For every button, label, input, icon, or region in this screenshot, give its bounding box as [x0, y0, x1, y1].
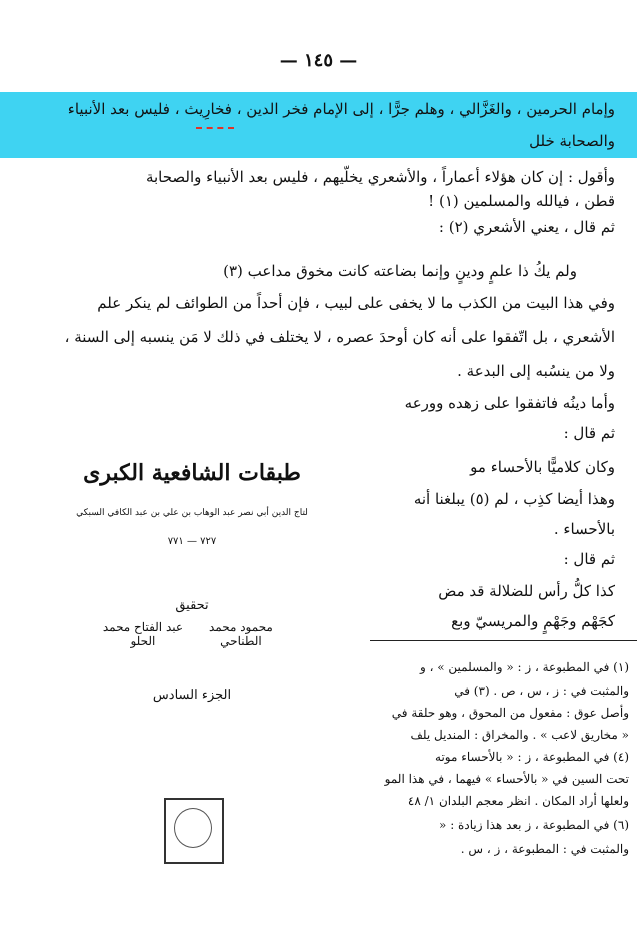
- footnote-line: (٦) في المطبوعة ، ز بعد هذا زيادة : «: [439, 818, 629, 832]
- body-line: الأشعري ، بل اتّفقوا على أنه كان أوحدَ عصره ، لا يختلف في ذلك لا مَن ينسبه إلى السنة ،: [64, 328, 615, 346]
- spelling-underline: [196, 124, 234, 129]
- cover-editors: [72, 620, 312, 648]
- page-number: — ١٤٥ —: [279, 50, 358, 71]
- footnote-line: « مخاريق لاعب » . والمخراق : المنديل يلف: [410, 728, 629, 742]
- body-line: بالأحساء .: [553, 520, 615, 538]
- footnote-line: تحت السين في « بالأحساء » فيهما ، في هذا المو: [384, 772, 629, 786]
- verse-line: كجَهْم وجَهْمٍ والمريسيّ وبع: [451, 612, 615, 630]
- body-line: وفي هذا البيت من الكذب ما لا يخفى على لبيب ، فإن أحداً من الطوائف لم ينكر علم: [97, 294, 615, 312]
- footnote-line: والمثبت في : ز ، س ، ص . (٣) في: [454, 684, 629, 698]
- cover-title: طبقات الشافعية الكبرى: [83, 460, 301, 486]
- cover-tahqiq: تحقيق: [175, 598, 209, 613]
- body-line: وأما دينُه فاتفقوا على زهده وورعه: [404, 394, 615, 412]
- editor-right: عبد الفتاح محمد الحلو: [102, 620, 184, 648]
- footnote-divider: [370, 640, 637, 641]
- footnote-line: والمثبت في : المطبوعة ، ز ، س .: [460, 842, 629, 856]
- highlight-line-2: والصحابة خلل: [529, 132, 615, 150]
- book-cover: [72, 420, 312, 885]
- footnote-line: وأصل عوق : مفعول من المحوق ، وهو حلقة في: [391, 706, 629, 720]
- footnote-line: ولعلها أراد المكان . انظر معجم البلدان ١/ ٤٨: [407, 794, 629, 808]
- body-line: ثم قال ، يعني الأشعري (٢) :: [438, 218, 615, 236]
- body-line: قطن ، فيالله والمسلمين (١) !: [428, 192, 615, 210]
- body-line: وأقول : إن كان هؤلاء أعماراً ، والأشعري يخلّيهم ، فليس بعد الأنبياء والصحابة: [145, 168, 615, 186]
- cover-author: لتاج الدين أبي نصر عبد الوهاب بن علي بن عبد الكافي السبكي: [76, 508, 308, 518]
- footnote-line: (١) في المطبوعة ، ز : « والمسلمين » ، و: [419, 660, 629, 674]
- editor-left: محمود محمد الطناحي: [208, 620, 273, 648]
- verse-line: كذا كلُّ رأس للضلالة قد مض: [438, 582, 615, 600]
- body-line: ولا من ينسُبه إلى البدعة .: [457, 362, 615, 380]
- body-line: ثم قال :: [563, 424, 615, 442]
- cover-volume: الجزء السادس: [152, 688, 232, 703]
- highlight-line-1: وإمام الحرمين ، والغَزَّالي ، وهلم جرًّا ، إلى الإمام فخر الدين ، فخارِيث ، فليس بعد الأنبياء: [67, 100, 615, 118]
- cover-years: ٧٢٧ — ٧٧١: [167, 536, 217, 547]
- footnote-line: (٤) في المطبوعة ، ز : « بالأحساء موته: [435, 750, 629, 764]
- body-line: ثم قال :: [563, 550, 615, 568]
- body-line: وهذا أيضا كذِب ، لم (٥) يبلغنا أنه: [413, 490, 615, 508]
- verse-line: وكان كلاميًّا بالأحساء مو: [470, 458, 615, 476]
- publisher-emblem-icon: [164, 798, 224, 864]
- verse-line: ولم يكُ ذا علمٍ ودينٍ وإنما بضاعته كانت مخوق مداعب (٣): [223, 262, 577, 280]
